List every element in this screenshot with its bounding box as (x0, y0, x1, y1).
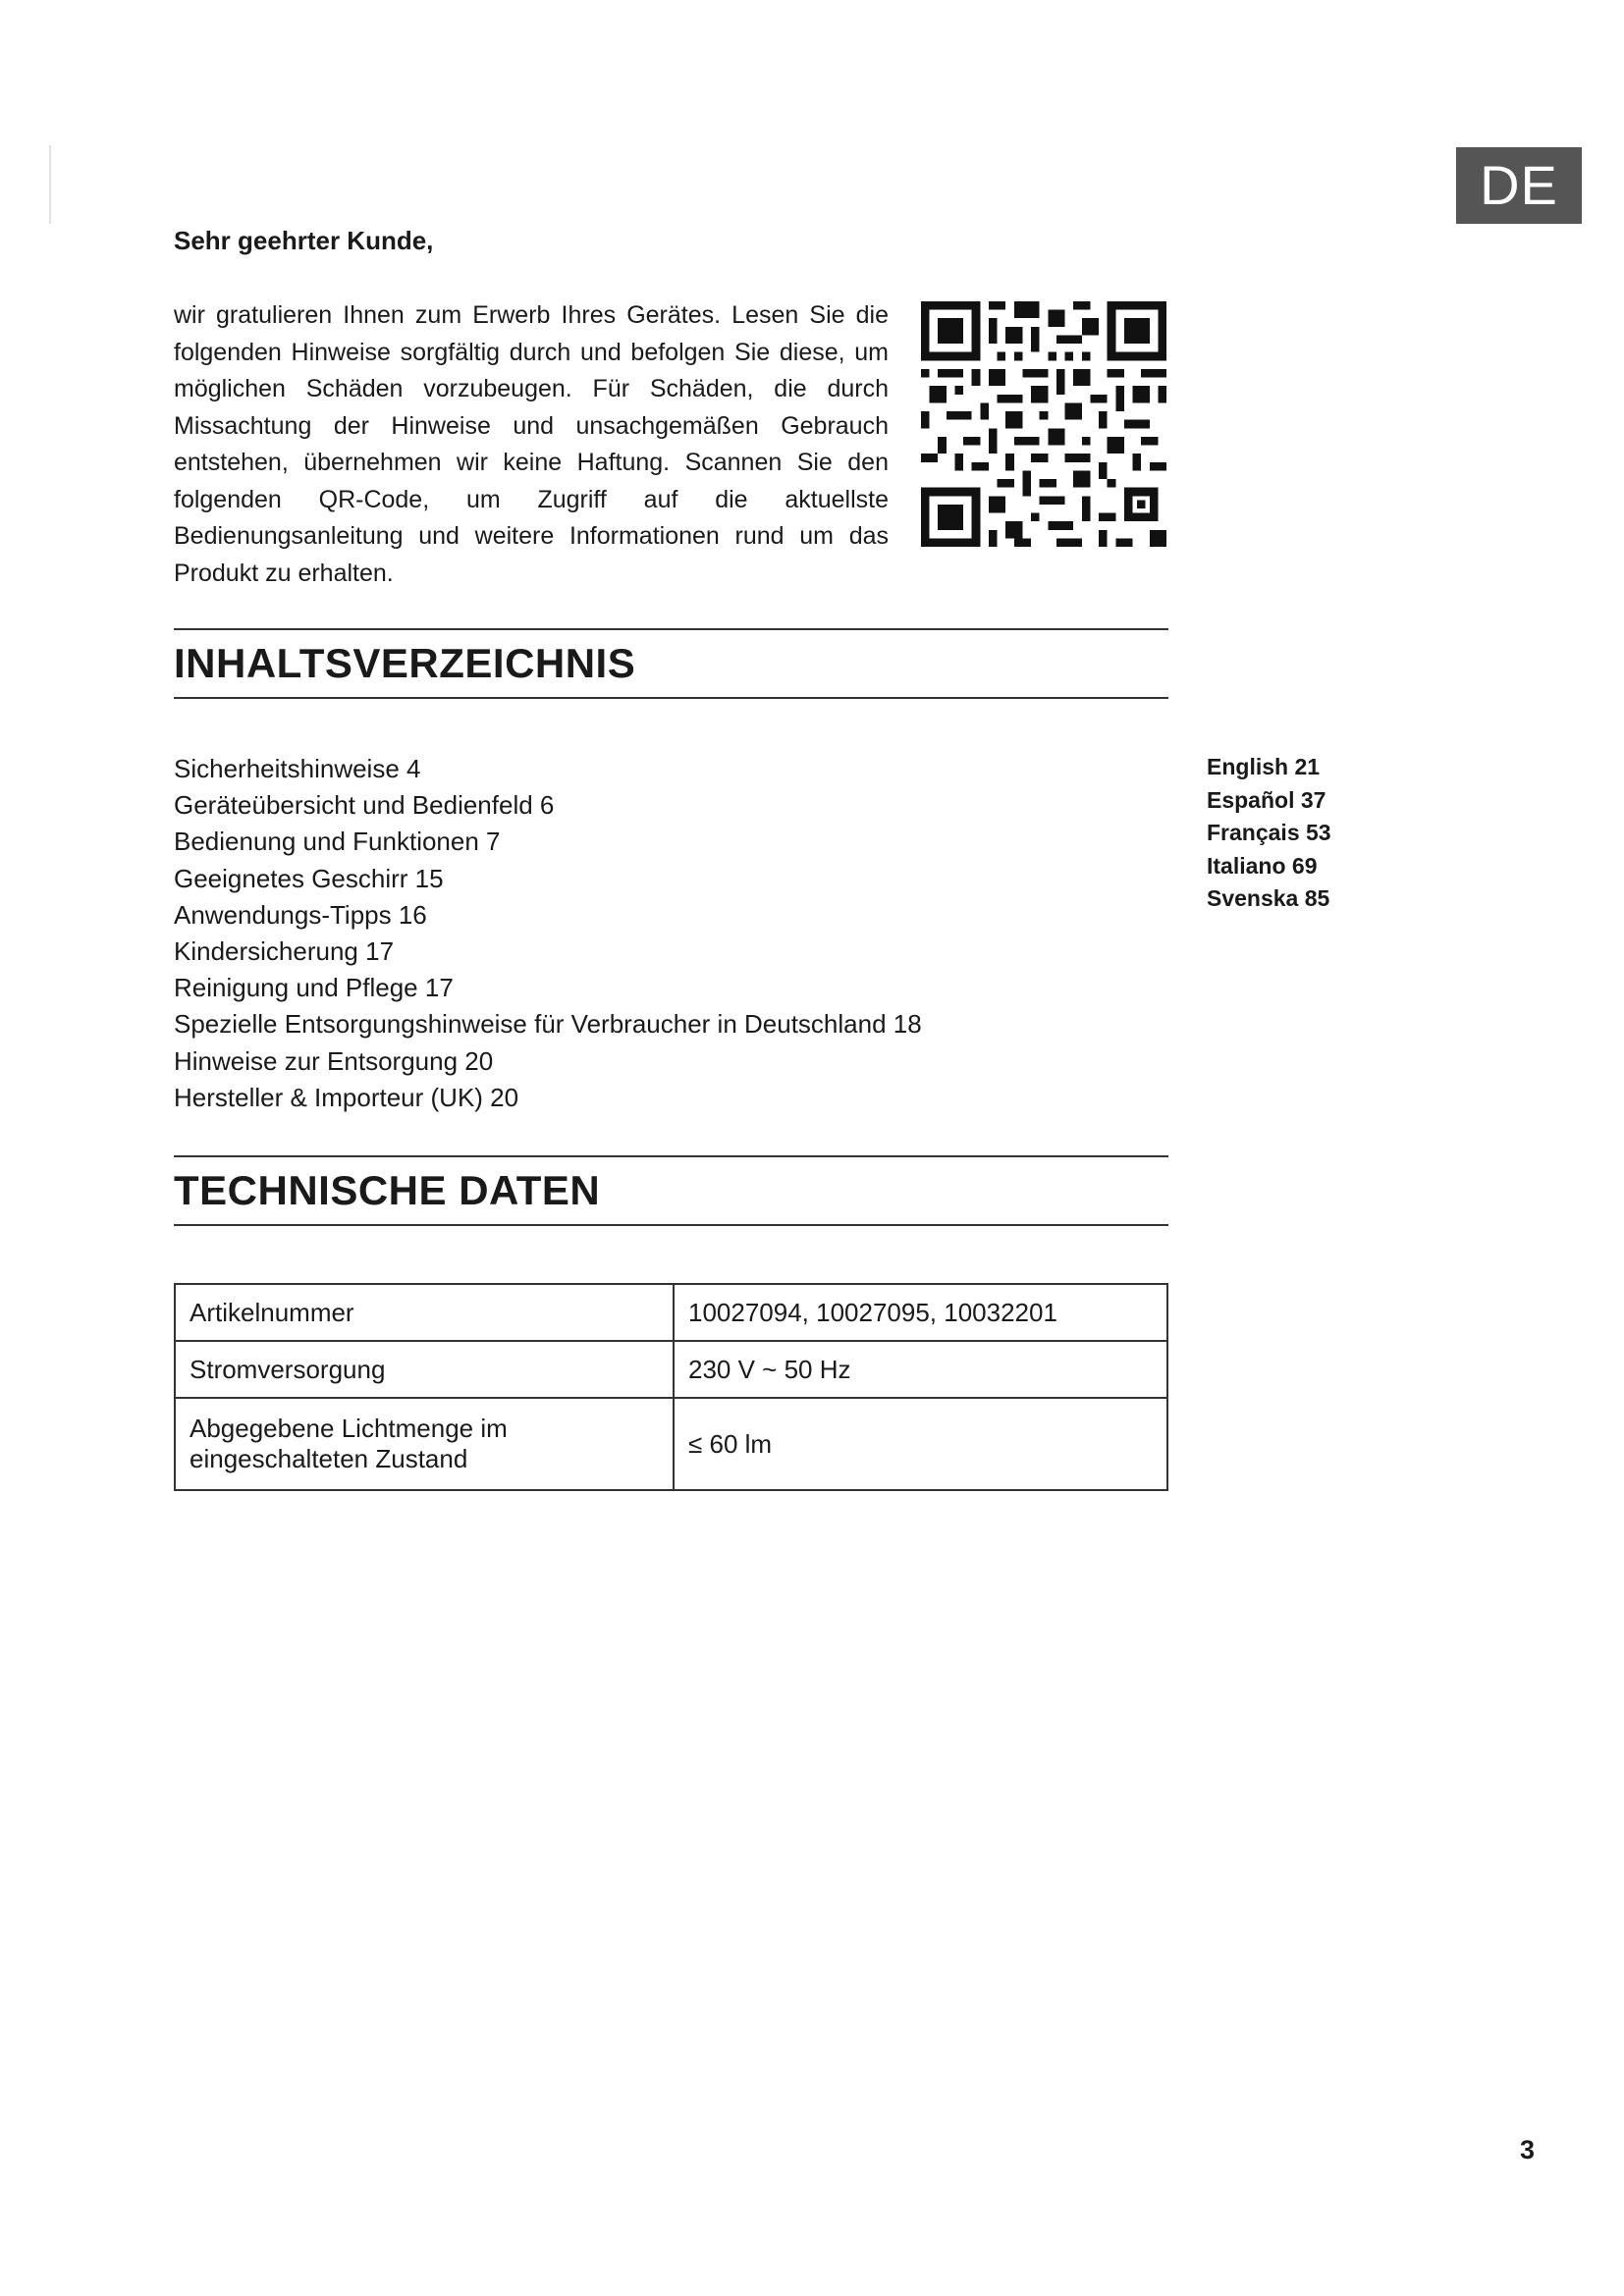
language-link[interactable]: Svenska 85 (1207, 885, 1330, 911)
intro-paragraph: wir gratulieren Ihnen zum Erwerb Ihres Gerätes. Lesen Sie die folgenden Hinweise sorgfältig durch und befolgen Sie diese, um möglichen Schäden vorzubeugen. Für Schäden, die durch Missachtung der Hinweise und unsachgemäßen Gebrauch entstehen, übernehmen wir keine Haftung. Scannen Sie den folgenden QR-Code, um Zugriff auf die aktuellste Bedienungsanleitung und weitere Informationen rund um das Produkt zu erhalten. (174, 301, 889, 587)
toc-list (174, 751, 922, 1116)
toc-item[interactable]: Geeignetes Geschirr 15 (174, 863, 444, 893)
table-row (175, 1341, 1167, 1398)
spec-value: ≤ 60 lm (674, 1398, 1167, 1490)
language-link[interactable]: Español 37 (1207, 786, 1326, 813)
specs-table (174, 1283, 1168, 1491)
spec-value: 230 V ~ 50 Hz (674, 1341, 1167, 1398)
spec-label: Stromversorgung (175, 1341, 674, 1398)
language-link[interactable]: Français 53 (1207, 820, 1331, 845)
table-row (175, 1398, 1167, 1490)
toc-item[interactable]: Anwendungs-Tipps 16 (174, 899, 427, 930)
toc-item[interactable]: Geräteübersicht und Bedienfeld 6 (174, 790, 555, 821)
spec-value: 10027094, 10027095, 10032201 (674, 1284, 1167, 1341)
table-row (175, 1284, 1167, 1341)
toc-item[interactable]: Spezielle Entsorgungshinweise für Verbraucher in Deutschland 18 (174, 1009, 922, 1040)
salutation: Sehr geehrter Kunde, (174, 226, 434, 255)
qr-code-icon[interactable] (921, 301, 1166, 547)
language-link[interactable]: Italiano 69 (1207, 852, 1318, 879)
page-number: 3 (1520, 2135, 1536, 2164)
language-link[interactable]: English 21 (1207, 754, 1321, 779)
toc-header (174, 628, 1168, 699)
toc-item[interactable]: Hinweise zur Entsorgung 20 (174, 1045, 494, 1076)
toc-item[interactable]: Bedienung und Funktionen 7 (174, 827, 501, 857)
toc-item[interactable]: Reinigung und Pflege 17 (174, 973, 454, 1003)
toc-item[interactable]: Kindersicherung 17 (174, 936, 395, 967)
toc-item[interactable]: Sicherheitshinweise 4 (174, 754, 421, 783)
margin-rule (49, 145, 51, 224)
toc-item[interactable]: Hersteller & Importeur (UK) 20 (174, 1082, 519, 1112)
specs-header (174, 1155, 1168, 1226)
language-badge: DE (1456, 147, 1582, 224)
spec-label: Abgegebene Lichtmenge im eingeschalteten Zustand (175, 1398, 674, 1490)
specs-title: TECHNISCHE DATEN (174, 1167, 601, 1213)
language-index (1207, 751, 1331, 916)
spec-label: Artikelnummer (175, 1284, 674, 1341)
toc-title: INHALTSVERZEICHNIS (174, 640, 636, 686)
